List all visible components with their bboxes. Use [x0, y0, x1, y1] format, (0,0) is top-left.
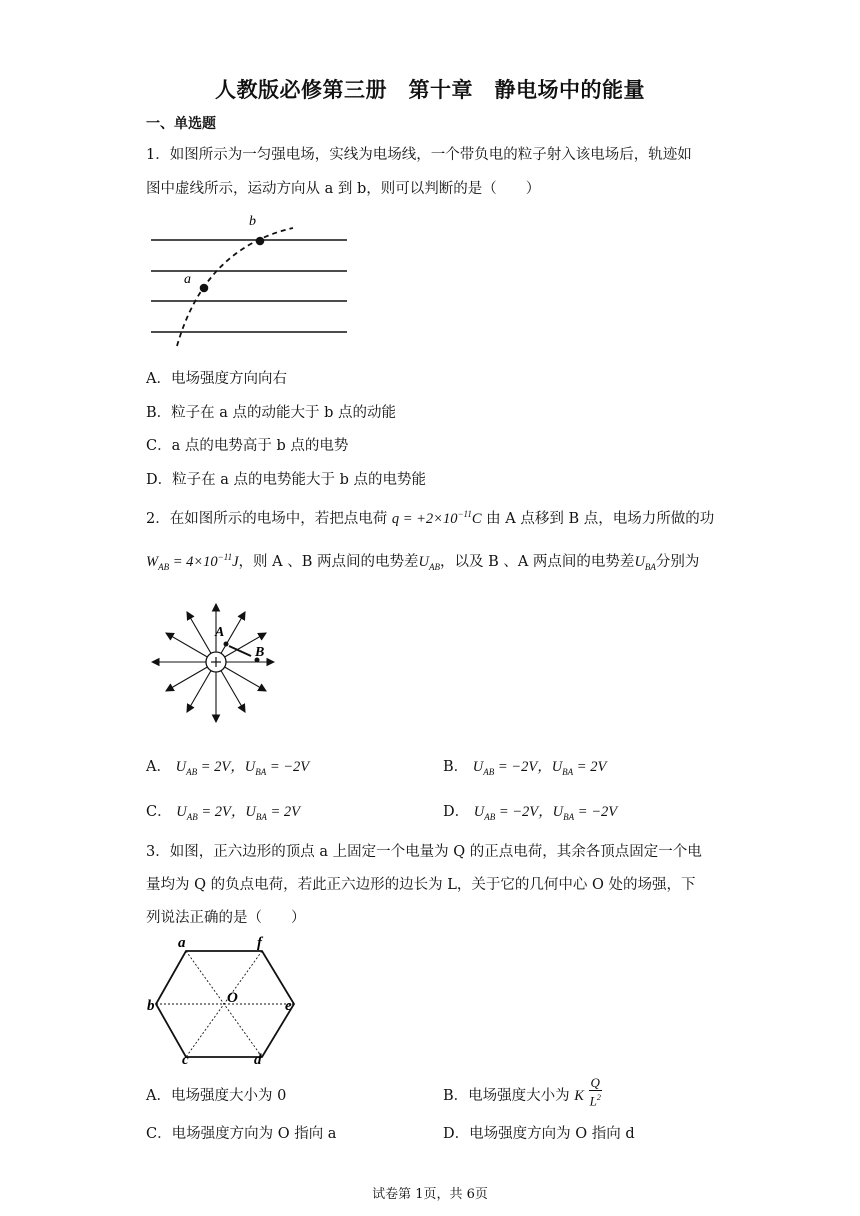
charge-unit: C — [471, 511, 482, 527]
q1-option-c[interactable]: C．a 点的电势高于 b 点的电势 — [146, 438, 349, 454]
point-A-dot — [224, 642, 229, 647]
point-a-label: a — [184, 272, 191, 287]
q2-stem-text-1: 2．在如图所示的电场中，若把点电荷 — [146, 511, 388, 527]
q2-work-expr — [146, 554, 239, 570]
option-formula: $U_{AB} = 2V$，$U_{BA} = 2V$ — [176, 804, 300, 822]
q3-stem-line1: 3．如图，正六边形的顶点 a 上固定一个电量为 Q 的正点电荷，其余各顶点固定一个电 — [146, 844, 702, 860]
point-b-dot — [256, 237, 265, 246]
vertex-e-label: e — [285, 998, 292, 1014]
field-lines — [151, 240, 347, 332]
vertex-d-label: d — [254, 1052, 262, 1066]
q2-charge-expr — [392, 511, 482, 527]
work-subscript: AB — [158, 561, 170, 572]
page-title: 人教版必修第三册 第十章 静电场中的能量 — [215, 78, 645, 102]
q3-stem-line3: 列说法正确的是（ ） — [146, 910, 306, 926]
option-letter: B． — [443, 759, 469, 775]
q1-stem-line1: 1．如图所示为一匀强电场，实线为电场线，一个带负电的粒子射入该电场后，轨迹如 — [146, 147, 692, 163]
u-ba-subscript: BA — [644, 561, 656, 572]
work-symbol: W — [146, 554, 159, 570]
u-ba-symbol — [634, 554, 655, 570]
center-O-label: O — [227, 990, 238, 1006]
u-ab-letter: U — [418, 554, 429, 570]
particle-trajectory — [177, 228, 293, 346]
q3-option-b[interactable] — [443, 1076, 602, 1110]
q1-stem-line2: 图中虚线所示，运动方向从 a 到 b，则可以判断的是（ ） — [146, 181, 541, 197]
q1-option-b[interactable]: B．粒子在 a 点的动能大于 b 点的动能 — [146, 405, 397, 421]
q2-stem-line1 — [146, 507, 716, 528]
fraction-numerator: Q — [590, 1075, 600, 1090]
charge-exponent: −11 — [457, 509, 472, 520]
option-formula: $U_{AB} = -2V$，$U_{BA} = -2V$ — [473, 804, 618, 822]
u-ba-letter: U — [634, 554, 645, 570]
q2-option-d[interactable] — [443, 800, 617, 822]
u-ab-symbol — [418, 554, 439, 570]
option-text: B．电场强度大小为 — [443, 1088, 570, 1104]
q3-option-c[interactable]: C．电场强度方向为 O 指向 a — [146, 1126, 337, 1142]
fraction-q-over-l2 — [589, 1076, 602, 1108]
work-unit: J — [232, 554, 239, 570]
q2-option-b[interactable] — [443, 755, 606, 777]
q3-stem-line2: 量均为 Q 的负点电荷，若此正六边形的边长为 L，关于它的几何中心 O 处的场强，下 — [146, 877, 696, 893]
u-ab-subscript: AB — [428, 561, 440, 572]
option-letter: C． — [146, 804, 172, 820]
option-letter: D． — [443, 804, 470, 820]
point-B-label: B — [255, 645, 265, 660]
vertex-c-label: c — [182, 1052, 189, 1066]
charge-value: q = +2×10 — [391, 511, 458, 527]
point-a-dot — [200, 284, 209, 293]
section-heading: 一、单选题 — [146, 116, 216, 132]
q3-figure-hexagon — [144, 934, 300, 1066]
q1-option-a[interactable]: A．电场强度方向向右 — [146, 371, 287, 387]
fraction-denominator: $L^2$ — [589, 1093, 601, 1109]
q3-option-a[interactable]: A．电场强度大小为 0 — [146, 1088, 287, 1104]
q1-option-d[interactable]: D．粒子在 a 点的电势能大于 b 点的电势能 — [146, 472, 426, 488]
q2-stem-text-3: ，则 A 、B 两点间的电势差 — [238, 554, 419, 570]
q2-stem-text-2: 由 A 点移到 B 点，电场力所做的功 — [486, 511, 715, 527]
point-A-label: A — [215, 625, 225, 640]
option-letter: A． — [146, 759, 171, 775]
q2-stem-text-5: 分别为 — [655, 554, 700, 570]
q2-option-c[interactable] — [146, 800, 300, 822]
q2-option-a[interactable] — [146, 755, 309, 777]
work-exponent: −11 — [217, 552, 233, 563]
q2-figure-point-charge-field — [145, 598, 285, 728]
q3-option-d[interactable]: D．电场强度方向为 O 指向 d — [443, 1126, 635, 1142]
work-value: = 4×10 — [169, 554, 218, 570]
option-formula: $U_{AB} = -2V$，$U_{BA} = 2V$ — [472, 759, 607, 777]
vertex-b-label: b — [147, 998, 155, 1014]
point-b-label: b — [249, 214, 256, 229]
vertex-f-label: f — [257, 935, 262, 951]
vertex-a-label: a — [178, 935, 186, 951]
page-footer: 试卷第 1页，共 6页 — [372, 1187, 488, 1202]
option-formula: $U_{AB} = 2V$，$U_{BA} = -2V$ — [175, 759, 310, 777]
constant-k: K — [574, 1088, 584, 1104]
q2-stem-text-4: ，以及 B 、A 两点间的电势差 — [439, 554, 635, 570]
q2-stem-line2 — [146, 550, 716, 572]
q1-figure-uniform-field — [145, 208, 355, 350]
